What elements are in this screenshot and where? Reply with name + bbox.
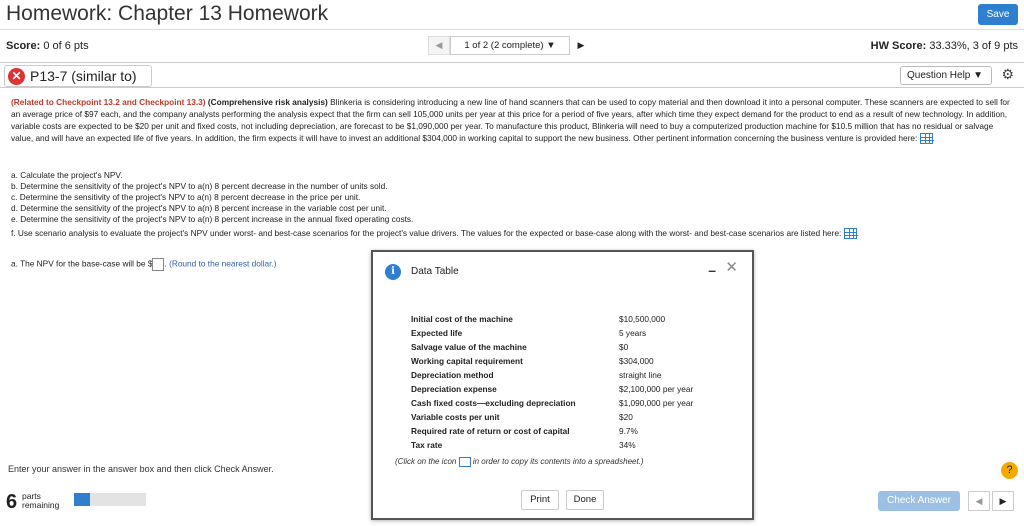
row-value: 34% [619, 440, 636, 450]
modal-header [373, 252, 752, 292]
copy-note [395, 457, 644, 467]
row-value: $2,100,000 per year [619, 384, 694, 394]
done-button[interactable]: Done [566, 490, 604, 510]
related-checkpoints: (Related to Checkpoint 13.2 and Checkpoint 13.3) [11, 97, 206, 107]
table-row [411, 412, 731, 426]
score-label: Score: [6, 40, 41, 52]
row-label: Cash fixed costs—excluding depreciation [411, 398, 576, 408]
row-value: $1,090,000 per year [619, 398, 694, 408]
part-f: f. Use scenario analysis to evaluate the project's NPV under worst- and best-case scenarios for the project's value drivers. The values for the expected or base-case along with the worst- and best-case scenarios are listed here: . [11, 228, 859, 238]
score [6, 40, 89, 52]
npv-answer-input[interactable] [152, 258, 164, 271]
problem-topic: (Comprehensive risk analysis) [207, 97, 328, 107]
check-answer-button[interactable]: Check Answer [878, 491, 960, 511]
hw-score-value: 33.33%, 3 of 9 pts [929, 40, 1018, 52]
part-f-text: f. Use scenario analysis to evaluate the project's NPV under worst- and best-case scenarios for the project's value drivers. The values for the expected or base-case along with the worst- and best-case scenarios are listed here: [11, 228, 842, 238]
row-label: Variable costs per unit [411, 412, 500, 422]
round-hint: (Round to the nearest dollar.) [169, 258, 277, 269]
row-label: Tax rate [411, 440, 443, 450]
row-value: $20 [619, 412, 633, 422]
parts-remaining-label [22, 492, 59, 510]
prev-page-button[interactable]: ◀ [968, 491, 990, 511]
answer-line: a. The NPV for the base-case will be $ . (Round to the nearest dollar.) [11, 258, 277, 271]
row-value: $0 [619, 342, 629, 352]
next-question-button[interactable]: ▶ [577, 40, 585, 50]
table-row [411, 440, 731, 454]
copy-spreadsheet-icon[interactable] [459, 457, 471, 467]
table-row [411, 426, 731, 440]
question-id-box [4, 65, 152, 87]
part-c: c. Determine the sensitivity of the project's NPV to a(n) 8 percent decrease in the price per unit. [11, 192, 361, 202]
problem-statement: (Related to Checkpoint 13.2 and Checkpoint 13.3) (Comprehensive risk analysis) Blinkeria is considering introducing a new line of hand scanners that can be used to copy material and then download it into a personal computer. These scanners are expected to sell for an average price of $97 each, and the company analysts performing the analysis expect that the firm can sell 105,000 units per year at this price for a period of five years, after which time they expect demand for the product to end as a result of new technology. In addition, variable costs are expected to be $20 per unit and fixed costs, not including depreciation, are forecast to be $1,090,000 per year. To manufacture this product, Blinkeria will need to buy a computerized production machine for $10.5 million that has no residual or salvage value, and will have an expected life of five years. In addition, the firm expects it will have to invest an additional $304,000 in working capital to support the new business. Other pertinent information concerning the business venture is provided here: . [11, 97, 1010, 143]
table-row [411, 398, 731, 412]
enter-answer-message: Enter your answer in the answer box and then click Check Answer. [8, 464, 274, 474]
hw-score [871, 40, 1018, 52]
parts-label-line1: parts [22, 491, 41, 501]
row-value: 5 years [619, 328, 647, 338]
data-table-icon[interactable] [920, 133, 933, 144]
data-table-modal [371, 250, 754, 520]
info-icon: i [385, 264, 401, 280]
score-value: 0 of 6 pts [43, 40, 89, 52]
progress-bar-fill [74, 493, 90, 506]
row-value: $304,000 [619, 356, 654, 366]
top-bar [0, 0, 1024, 30]
scenario-table-icon[interactable] [844, 228, 857, 239]
question-select[interactable]: 1 of 2 (2 complete) ▼ [450, 36, 570, 55]
part-b: b. Determine the sensitivity of the project's NPV to a(n) 8 percent decrease in the number of units sold. [11, 181, 388, 191]
row-label: Initial cost of the machine [411, 314, 513, 324]
gear-icon[interactable]: ⚙ [1001, 66, 1014, 82]
table-row [411, 384, 731, 398]
question-id: P13-7 (similar to) [30, 68, 137, 84]
table-row [411, 328, 731, 342]
row-label: Salvage value of the machine [411, 342, 527, 352]
problem-text: Blinkeria is considering introducing a new line of hand scanners that can be used to copy material and then download it into a personal computer. These scanners are expected to sell for an average price of $97 each, and the company analysts performing the analysis expect that the firm can sell 105,000 units per year at this price for a period of five years, after which time they expect demand for the product to end as a result of new technology. In addition, variable costs are expected to be $20 per unit and fixed costs, not including depreciation, are forecast to be $1,090,000 per year. To manufacture this product, Blinkeria will need to buy a computerized production machine for $10.5 million that has no residual or salvage value, and will have an expected life of five years. In addition, the firm expects it will have to invest an additional $304,000 in working capital to support the new business. Other pertinent information concerning the business venture is provided here: [11, 97, 1010, 143]
row-label: Depreciation expense [411, 384, 497, 394]
help-icon[interactable]: ? [1001, 462, 1018, 479]
part-d: d. Determine the sensitivity of the project's NPV to a(n) 8 percent increase in the variable cost per unit. [11, 203, 387, 213]
save-button[interactable]: Save [978, 4, 1018, 25]
table-row [411, 356, 731, 370]
question-bar [0, 62, 1024, 88]
close-icon[interactable]: ✕ [725, 259, 738, 276]
parts-label-line2: remaining [22, 500, 60, 510]
copy-note-pre: (Click on the icon [395, 457, 457, 467]
hw-score-label: HW Score: [870, 40, 927, 52]
modal-title: Data Table [411, 266, 459, 277]
prev-question-button[interactable]: ◀ [428, 36, 450, 55]
copy-note-post: in order to copy its contents into a spreadsheet.) [472, 457, 644, 467]
next-page-button[interactable]: ▶ [992, 491, 1014, 511]
part-a: a. Calculate the project's NPV. [11, 170, 123, 180]
question-nav [428, 36, 592, 55]
incorrect-x-icon: ✕ [8, 68, 25, 85]
row-value: 9.7% [619, 426, 638, 436]
row-label: Depreciation method [411, 370, 494, 380]
parts-list [11, 170, 1011, 239]
answer-prefix: a. The NPV for the base-case will be $ [11, 258, 153, 269]
table-row [411, 342, 731, 356]
print-button[interactable]: Print [521, 490, 559, 510]
parts-remaining-count: 6 [6, 491, 18, 513]
row-value: straight line [619, 370, 662, 380]
table-row [411, 314, 731, 328]
part-e: e. Determine the sensitivity of the project's NPV to a(n) 8 percent increase in the annual fixed operating costs. [11, 214, 414, 224]
table-row [411, 370, 731, 384]
row-label: Working capital requirement [411, 356, 523, 366]
row-label: Expected life [411, 328, 463, 338]
page-title: Homework: Chapter 13 Homework [6, 2, 329, 25]
row-label: Required rate of return or cost of capital [411, 426, 570, 436]
row-value: $10,500,000 [619, 314, 666, 324]
question-help-dropdown[interactable]: Question Help ▼ [900, 66, 992, 85]
progress-bar [74, 493, 146, 506]
minimize-icon[interactable]: – [708, 262, 716, 278]
